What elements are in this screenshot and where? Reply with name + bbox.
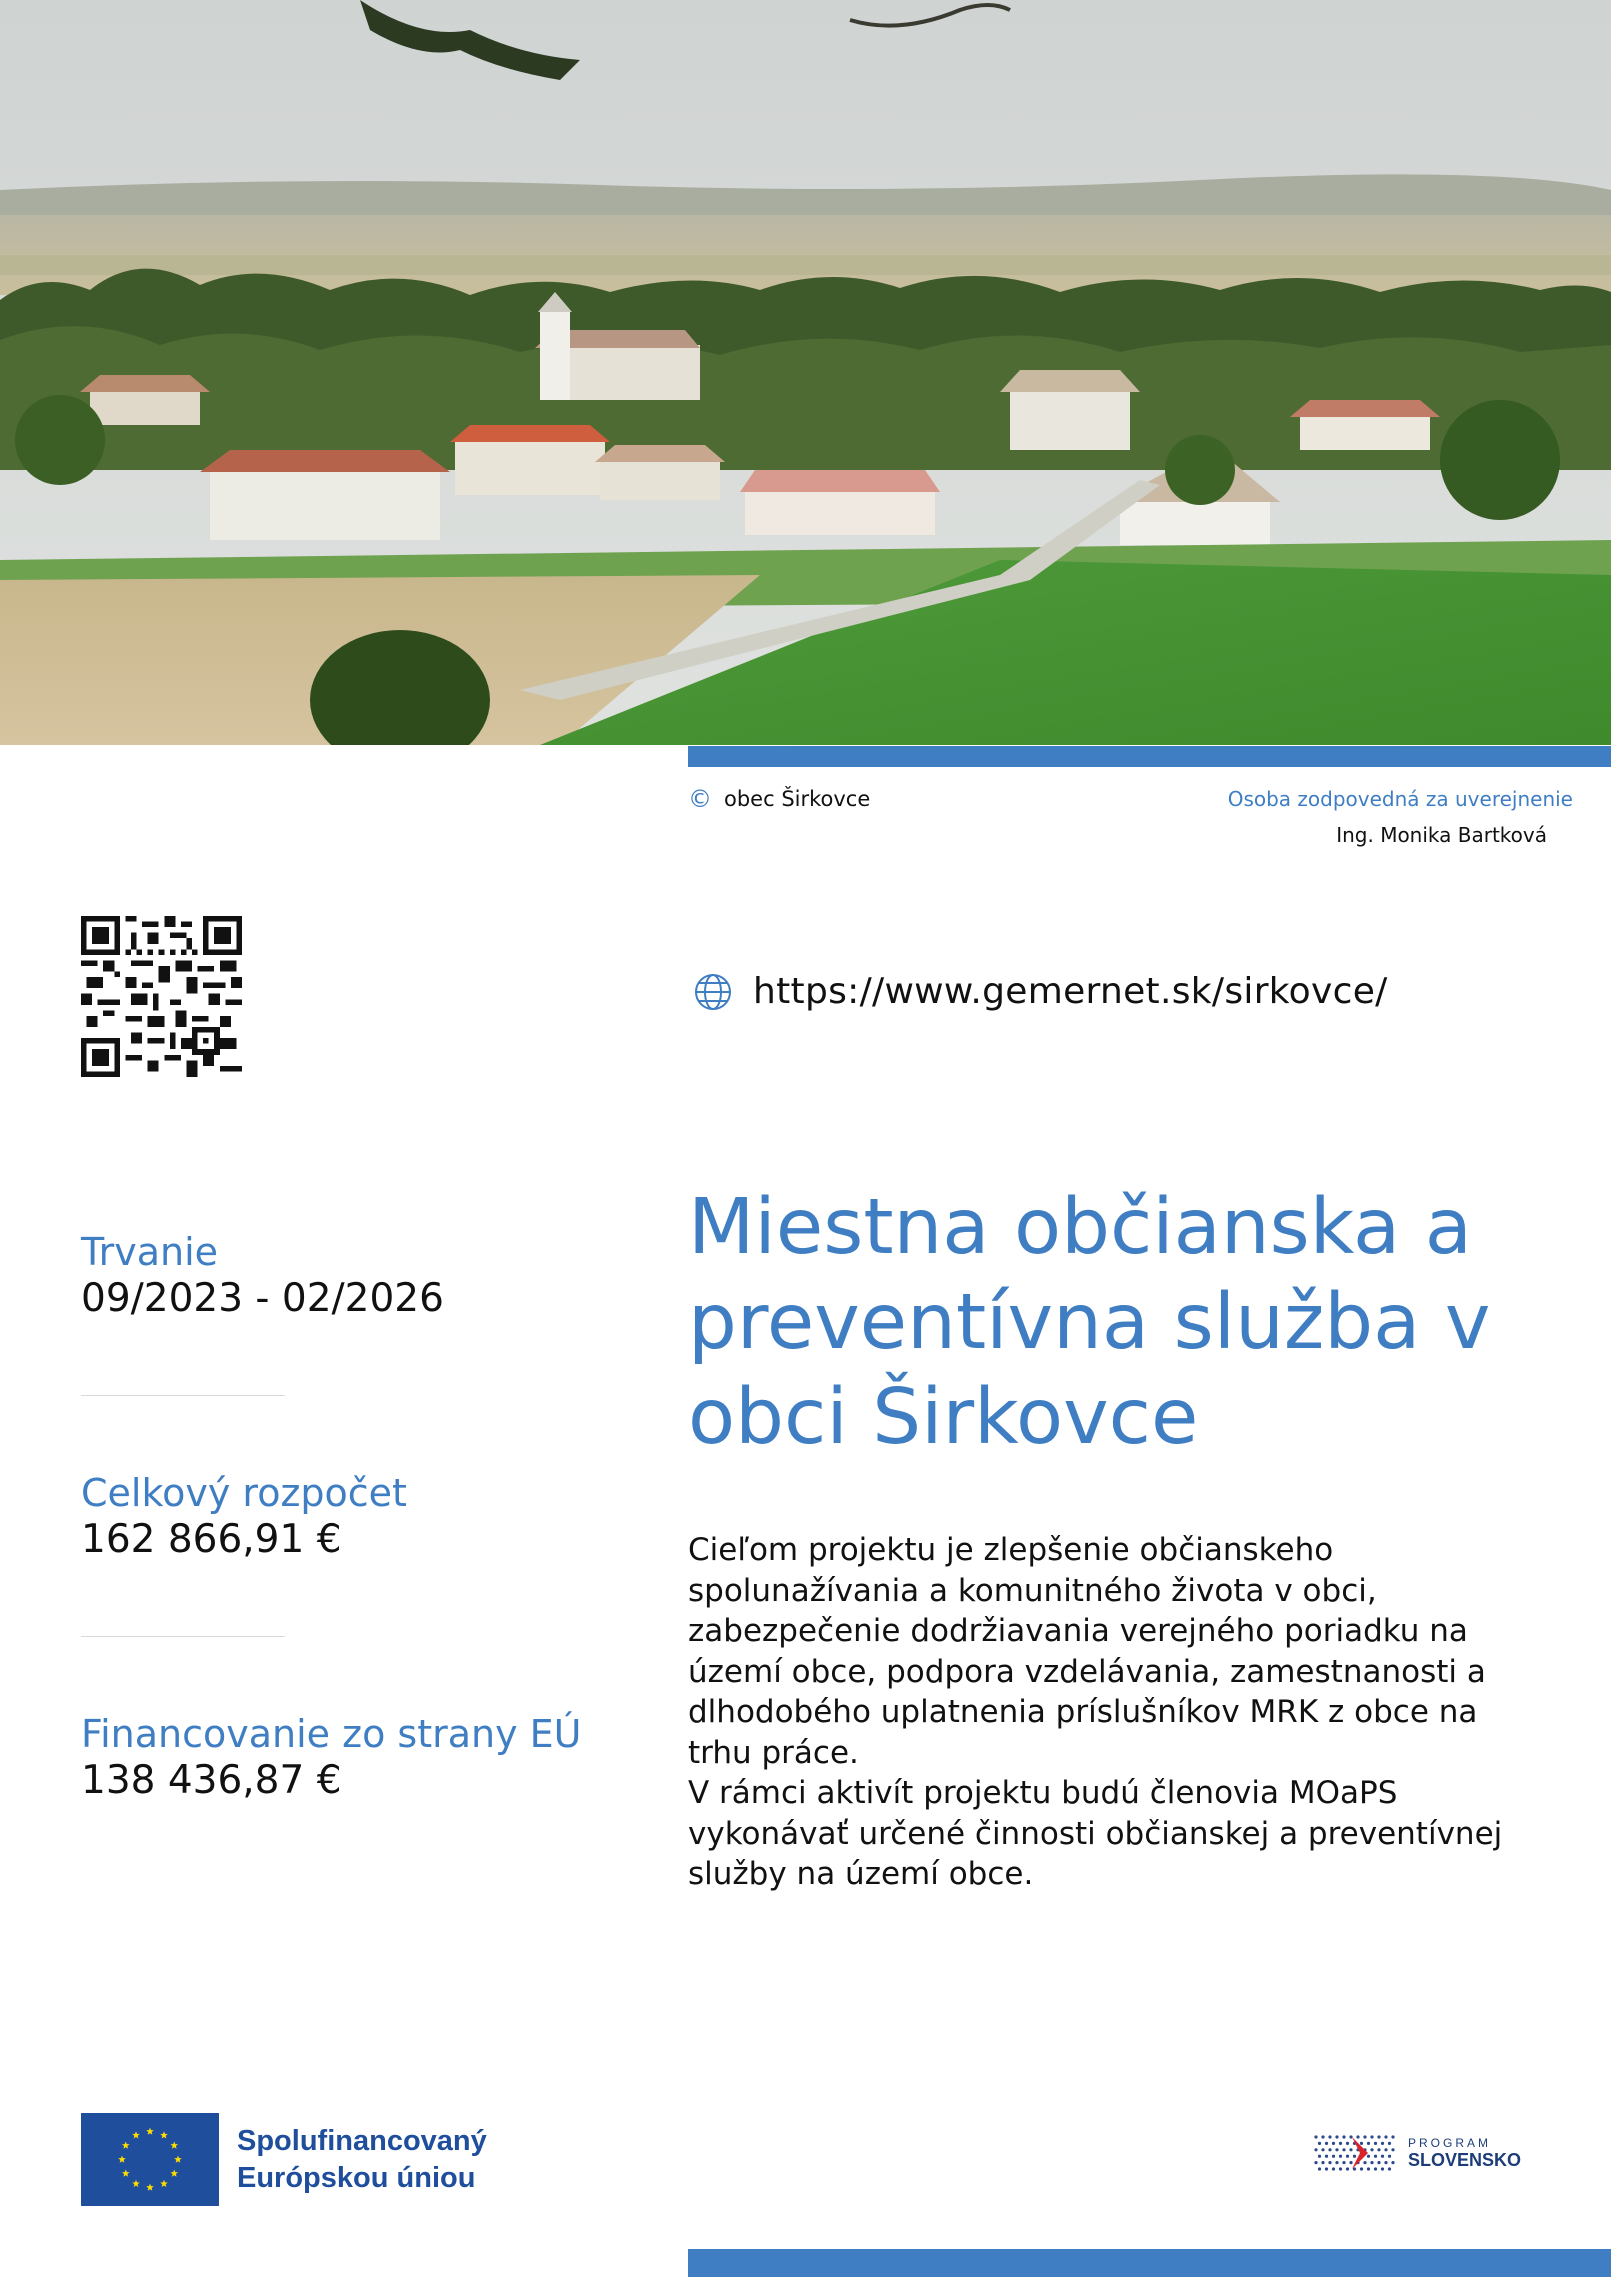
logo-dot [1346,2142,1349,2145]
logo-dot [1314,2161,1317,2164]
logo-dot [1391,2135,1394,2138]
logo-dot [1384,2135,1387,2138]
logo-dot [1325,2155,1328,2158]
logo-dot [1363,2161,1366,2164]
description-line: V rámci aktivít projektu budú členovia MOaPS [688,1775,1398,1811]
logo-dot [1349,2135,1352,2138]
logo-dot [1353,2155,1356,2158]
logo-dot [1328,2135,1331,2138]
eu-cofunded-text [237,2123,487,2197]
logo-dot [1370,2135,1373,2138]
fact-total-budget [81,1471,407,1563]
responsible-name: Ing. Monika Bartková [1336,823,1547,847]
logo-dot [1314,2135,1317,2138]
logo-dot [1353,2167,1356,2170]
logo-dot [1332,2142,1335,2145]
logo-dot [1377,2135,1380,2138]
logo-dot [1356,2135,1359,2138]
fact-value: 09/2023 - 02/2026 [81,1275,444,1321]
fact-value: 162 866,91 € [81,1516,342,1562]
accent-bar-top [688,746,1611,767]
logo-dot [1367,2155,1370,2158]
eu-text-line: Európskou úniou [237,2161,476,2194]
logo-dot [1332,2167,1335,2170]
globe-icon [693,972,733,1012]
logo-dot [1363,2135,1366,2138]
logo-dot [1339,2155,1342,2158]
fact-divider [81,1636,285,1637]
program-slovensko-mark-icon [1312,2131,1400,2175]
logo-dot [1346,2167,1349,2170]
description-line: služby na území obce. [688,1856,1034,1892]
logo-dot [1328,2148,1331,2151]
logo-dot [1384,2148,1387,2151]
logo-dot [1388,2167,1391,2170]
logo-dot [1377,2148,1380,2151]
logo-dot [1377,2161,1380,2164]
qr-code[interactable] [81,916,242,1077]
logo-dot [1360,2142,1363,2145]
logo-dot [1335,2135,1338,2138]
description-line: trhu práce. [688,1734,859,1771]
program-slovensko-text [1408,2136,1521,2170]
description-line: území obce, podpora vzdelávania, zamestnanosti a [688,1653,1486,1690]
program-label: PROGRAM [1408,2136,1492,2150]
responsible-label: Osoba zodpovedná za uverejnenie [1227,787,1573,811]
logo-dot [1314,2148,1317,2151]
logo-dot [1342,2148,1345,2151]
logo-dot [1335,2161,1338,2164]
eu-flag-icon [81,2113,219,2206]
logo-dot [1328,2161,1331,2164]
logo-dot [1370,2148,1373,2151]
hero-photo [0,0,1611,745]
logo-dot [1335,2148,1338,2151]
description-line: Cieľom projektu je zlepšenie občianskeho [688,1532,1334,1568]
logo-dot [1388,2142,1391,2145]
website-link[interactable] [693,971,1388,1012]
fact-label: Trvanie [81,1230,219,1274]
fact-duration [81,1230,444,1322]
project-title-line: preventívna služba v [688,1278,1491,1367]
eu-text-line: Spolufinancovaný [237,2124,487,2157]
fact-eu-funding [81,1712,581,1804]
logo-dot [1339,2167,1342,2170]
description-line: zabezpečenie dodržiavania verejného poriadku na [688,1613,1468,1649]
logo-dot [1349,2161,1352,2164]
logo-dot [1360,2167,1363,2170]
logo-dot [1374,2167,1377,2170]
logo-dot [1374,2142,1377,2145]
logo-dot [1384,2161,1387,2164]
logo-dot [1381,2167,1384,2170]
description-line: vykonávať určené činnosti občianskej a preventívnej [688,1815,1503,1852]
logo-dot [1342,2135,1345,2138]
logo-dot [1367,2142,1370,2145]
logo-dot [1391,2161,1394,2164]
logo-dot [1318,2155,1321,2158]
logo-dot [1381,2142,1384,2145]
slovensko-label: SLOVENSKO [1408,2150,1522,2170]
logo-dot [1318,2142,1321,2145]
website-url[interactable]: https://www.gemernet.sk/sirkovce/ [753,971,1388,1012]
project-description [688,1530,1568,1895]
project-title-line: obci Širkovce [688,1373,1199,1462]
fact-label: Financovanie zo strany EÚ [81,1712,582,1756]
logo-dot [1339,2142,1342,2145]
logo-dot [1391,2148,1394,2151]
fact-label: Celkový rozpočet [81,1471,407,1515]
photo-credit-text: obec Širkovce [724,787,871,811]
logo-dot [1325,2142,1328,2145]
logo-dot [1370,2161,1373,2164]
logo-dot [1325,2167,1328,2170]
village-landscape-image [0,0,1611,745]
accent-bar-bottom [688,2249,1611,2277]
logo-dot [1346,2155,1349,2158]
logo-dot [1349,2148,1352,2151]
program-slovensko-logo [1312,2131,1521,2175]
logo-dot [1374,2155,1377,2158]
photo-credit [688,787,870,811]
fact-divider [81,1395,285,1396]
logo-dot [1318,2167,1321,2170]
copyright-icon: © [688,785,712,813]
description-line: dlhodobého uplatnenia príslušníkov MRK z obce na [688,1694,1478,1730]
logo-dot [1388,2155,1391,2158]
logo-dot [1367,2167,1370,2170]
project-title [688,1180,1568,1465]
fact-value: 138 436,87 € [81,1757,342,1803]
responsible-person [1228,787,1573,847]
eu-cofunded-logo [81,2113,487,2206]
logo-dot [1332,2155,1335,2158]
logo-dot [1321,2135,1324,2138]
logo-dot [1381,2155,1384,2158]
description-line: spolunažívania a komunitného života v obci, [688,1572,1377,1609]
logo-dot [1342,2161,1345,2164]
project-title-line: Miestna občianska a [688,1183,1472,1272]
logo-dot [1321,2148,1324,2151]
logo-dot [1321,2161,1324,2164]
